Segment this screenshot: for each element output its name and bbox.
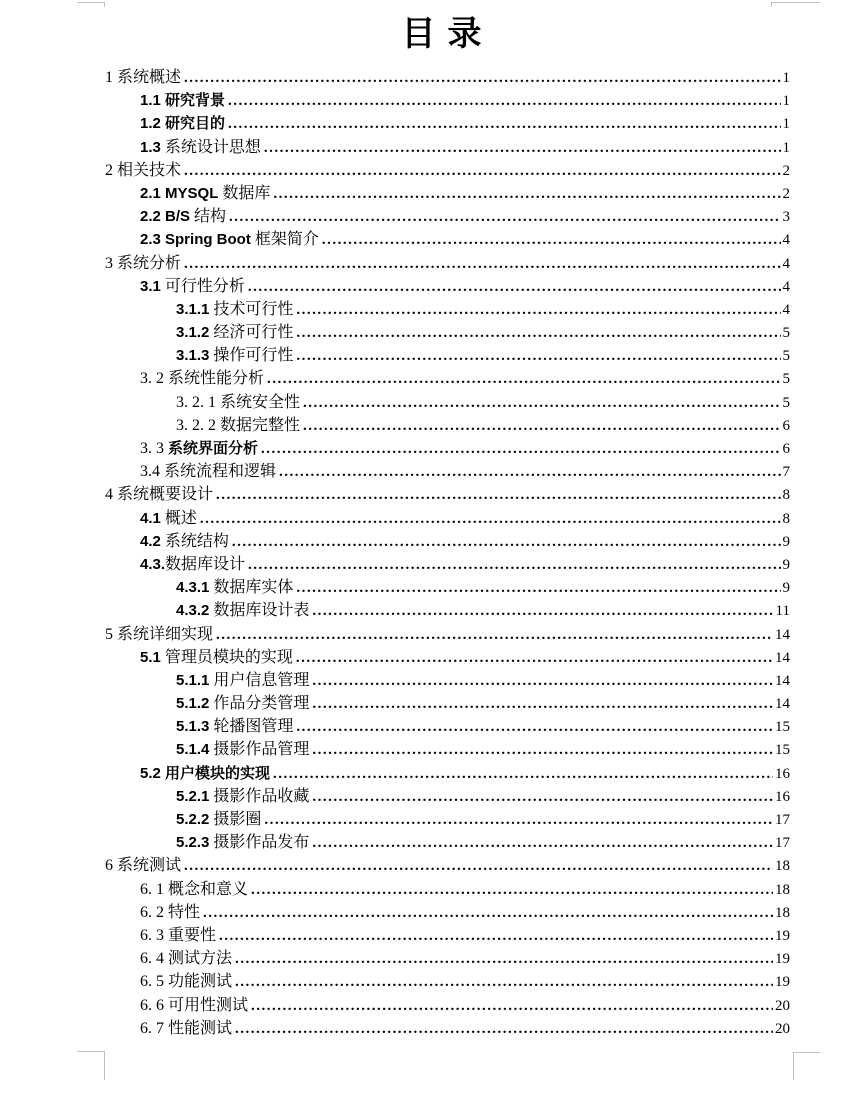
dot-leader [184, 160, 780, 183]
dot-leader [184, 67, 780, 90]
toc-entry[interactable] [105, 205, 790, 228]
dot-leader [229, 206, 780, 229]
dot-leader [232, 531, 781, 554]
toc-entry[interactable] [105, 182, 790, 205]
toc-entry[interactable] [105, 507, 790, 530]
dot-leader [235, 948, 773, 971]
dot-leader [296, 345, 780, 368]
dot-leader [303, 392, 780, 415]
page-number: 16 [775, 765, 790, 782]
page-title: 目录 [401, 16, 494, 53]
toc-entry[interactable] [105, 623, 790, 646]
page-number: 5 [782, 394, 790, 411]
page-number: 9 [782, 580, 790, 597]
toc-entry-title: 1.2 研究目的 [140, 115, 226, 133]
toc-entry[interactable] [105, 785, 790, 808]
dot-leader [203, 902, 773, 925]
toc-entry[interactable] [105, 762, 790, 785]
toc-entry-title: 5.2.2 摄影圈 [176, 811, 262, 828]
toc-entry-title: 5.1.4 摄影作品管理 [176, 741, 310, 759]
toc-entry[interactable] [105, 483, 790, 506]
page-number: 8 [782, 510, 790, 527]
toc-entry-title: 5.1.2 作品分类管理 [176, 695, 310, 713]
toc-entry-title: 3. 2. 2 数据完整性 [176, 416, 301, 434]
toc-entry-title: 4.3.2 数据库设计表 [176, 602, 310, 620]
text-boundary-mark-bottom-right [793, 1052, 820, 1080]
toc-entry[interactable] [105, 901, 790, 924]
dot-leader [228, 113, 780, 136]
page-number: 2 [782, 185, 790, 202]
toc-entry[interactable] [105, 576, 790, 599]
toc-entry[interactable] [105, 715, 790, 738]
toc-entry-title: 6. 1 概念和意义 [140, 880, 249, 898]
toc-entry-title: 3.1.1 技术可行性 [176, 300, 294, 318]
toc-entry[interactable] [105, 344, 790, 367]
toc-entry[interactable] [105, 646, 790, 669]
toc-entry-title: 6. 7 性能测试 [140, 1019, 233, 1037]
page-number: 14 [775, 649, 790, 666]
toc-entry-title: 1.1 研究背景 [140, 92, 226, 110]
page-number: 1 [782, 93, 790, 110]
page-number: 5 [782, 371, 790, 388]
page-number: 9 [782, 556, 790, 573]
toc-entry[interactable] [105, 669, 790, 692]
dot-leader [216, 484, 780, 507]
toc-entry-title: 6 系统测试 [105, 857, 182, 875]
page-number: 18 [775, 858, 790, 875]
toc-entry-title: 4.2 系统结构 [140, 532, 229, 550]
toc-entry[interactable] [105, 530, 790, 553]
dot-leader [251, 995, 773, 1018]
page-number: 20 [775, 997, 790, 1014]
dot-leader [251, 879, 773, 902]
page-number: 9 [782, 533, 790, 550]
page-number: 5 [782, 325, 790, 342]
toc-entry-title: 6. 4 测试方法 [140, 950, 233, 968]
dot-leader [296, 322, 780, 345]
toc-entry-title: 4.3.1 数据库实体 [176, 579, 294, 597]
toc-entry-title: 2.2 B/S 结构 [140, 208, 227, 226]
toc-entry-title: 5.2.3 摄影作品发布 [176, 834, 310, 852]
dot-leader [248, 276, 781, 299]
toc-entry-title: 3. 2 系统性能分析 [140, 370, 265, 388]
dot-leader [273, 183, 780, 206]
toc-entry-title: 4.1 概述 [140, 509, 197, 527]
dot-leader [312, 832, 773, 855]
dot-leader [200, 508, 781, 531]
toc-entry[interactable] [105, 854, 790, 877]
page-number: 11 [775, 603, 790, 620]
toc-entry[interactable] [105, 553, 790, 576]
toc-entry[interactable] [105, 460, 790, 483]
page-number: 20 [775, 1020, 790, 1037]
toc-entry-title: 3. 2. 1 系统安全性 [176, 393, 301, 411]
page-number: 14 [775, 672, 790, 689]
toc-list [105, 66, 790, 1040]
toc-entry[interactable] [105, 692, 790, 715]
text-boundary-mark-top-left [77, 2, 105, 7]
page-number: 19 [775, 927, 790, 944]
toc-entry[interactable] [105, 808, 790, 831]
toc-entry[interactable] [105, 414, 790, 437]
page-number: 15 [775, 742, 790, 759]
dot-leader [228, 90, 780, 113]
toc-entry[interactable] [105, 1017, 790, 1040]
toc-entry[interactable] [105, 924, 790, 947]
toc-entry-title: 6. 2 特性 [140, 903, 201, 921]
toc-entry[interactable] [105, 89, 790, 112]
toc-entry[interactable] [105, 275, 790, 298]
page-number: 14 [775, 696, 790, 713]
page-number: 1 [782, 70, 790, 86]
toc-entry[interactable] [105, 228, 790, 251]
toc-entry[interactable] [105, 831, 790, 854]
toc-entry-title: 5.2 用户模块的实现 [140, 764, 271, 782]
toc-entry[interactable] [105, 391, 790, 414]
dot-leader [312, 670, 773, 693]
dot-leader [322, 229, 781, 252]
toc-entry[interactable] [105, 970, 790, 993]
toc-entry-title: 1.3 系统设计思想 [140, 138, 261, 156]
text-boundary-mark-bottom-left [77, 1051, 105, 1080]
toc-entry-title: 5.2.1 摄影作品收藏 [176, 787, 310, 805]
dot-leader [264, 809, 773, 832]
toc-entry[interactable] [105, 599, 790, 622]
toc-entry[interactable] [105, 321, 790, 344]
page-number: 14 [775, 626, 790, 643]
toc-entry[interactable] [105, 136, 790, 159]
page-number: 8 [782, 487, 790, 504]
page-number: 2 [782, 162, 790, 179]
toc-entry-title: 5.1 管理员模块的实现 [140, 648, 293, 666]
page-number: 18 [775, 904, 790, 921]
toc-entry-title: 3 系统分析 [105, 254, 182, 272]
page-number: 16 [775, 788, 790, 805]
page-number: 1 [782, 139, 790, 156]
page-number: 17 [775, 812, 790, 828]
toc-entry-title: 4 系统概要设计 [105, 486, 214, 504]
toc-entry-title: 2.1 MYSQL 数据库 [140, 184, 271, 202]
dot-leader [296, 299, 780, 322]
toc-entry[interactable] [105, 738, 790, 761]
dot-leader [296, 647, 773, 670]
toc-entry[interactable] [105, 159, 790, 182]
toc-entry-title: 3.1.2 经济可行性 [176, 324, 294, 342]
page-number: 4 [782, 301, 790, 318]
page-number: 6 [782, 417, 790, 434]
page-number: 18 [775, 881, 790, 898]
toc-entry[interactable] [105, 367, 790, 390]
page-number: 4 [782, 278, 790, 295]
toc-entry[interactable] [105, 298, 790, 321]
dot-leader [312, 786, 773, 809]
toc-entry-title: 2 相关技术 [105, 161, 182, 179]
dot-leader [312, 600, 773, 623]
dot-leader [261, 438, 780, 461]
dot-leader [248, 554, 780, 577]
dot-leader [235, 1018, 773, 1041]
toc-entry-title: 1 系统概述 [105, 69, 182, 86]
toc-entry-title: 3.4 系统流程和逻辑 [140, 463, 277, 481]
page-number: 19 [775, 951, 790, 968]
dot-leader [279, 461, 780, 484]
toc-entry-title: 5.1.3 轮播图管理 [176, 718, 294, 736]
dot-leader [235, 971, 773, 994]
dot-leader [264, 137, 781, 160]
page-number: 19 [775, 974, 790, 991]
dot-leader [267, 368, 780, 391]
toc-entry-title: 5 系统详细实现 [105, 625, 214, 643]
page-number: 3 [782, 209, 790, 226]
page-number: 4 [782, 232, 790, 249]
page-number: 17 [775, 835, 790, 852]
toc-entry[interactable] [105, 878, 790, 901]
dot-leader [216, 624, 773, 647]
toc-entry[interactable] [105, 947, 790, 970]
page-number: 7 [782, 464, 790, 481]
page-number: 15 [775, 719, 790, 736]
toc-entry[interactable] [105, 252, 790, 275]
dot-leader [296, 577, 780, 600]
dot-leader [273, 763, 773, 786]
dot-leader [312, 739, 773, 762]
dot-leader [303, 415, 780, 438]
toc-entry-title: 4.3.数据库设计 [140, 555, 246, 573]
page-number: 1 [782, 116, 790, 133]
toc-entry-title: 3.1.3 操作可行性 [176, 347, 294, 365]
toc-entry-title: 6. 3 重要性 [140, 926, 217, 944]
toc-entry[interactable] [105, 66, 790, 89]
toc-entry[interactable] [105, 437, 790, 460]
page-number: 4 [782, 255, 790, 272]
toc-entry-title: 3. 3 系统界面分析 [140, 440, 259, 457]
toc-entry-title: 6. 5 功能测试 [140, 973, 233, 991]
dot-leader [219, 925, 773, 948]
page-number: 5 [782, 348, 790, 365]
dot-leader [184, 253, 780, 276]
toc-entry[interactable] [105, 994, 790, 1017]
toc-entry-title: 6. 6 可用性测试 [140, 996, 249, 1014]
toc-entry-title: 2.3 Spring Boot 框架简介 [140, 231, 319, 249]
dot-leader [184, 855, 773, 878]
dot-leader [296, 716, 773, 739]
page-number: 6 [782, 441, 790, 457]
toc-entry-title: 3.1 可行性分析 [140, 277, 245, 295]
toc-entry-title: 5.1.1 用户信息管理 [176, 671, 310, 689]
dot-leader [312, 693, 773, 716]
toc-entry[interactable] [105, 112, 790, 135]
